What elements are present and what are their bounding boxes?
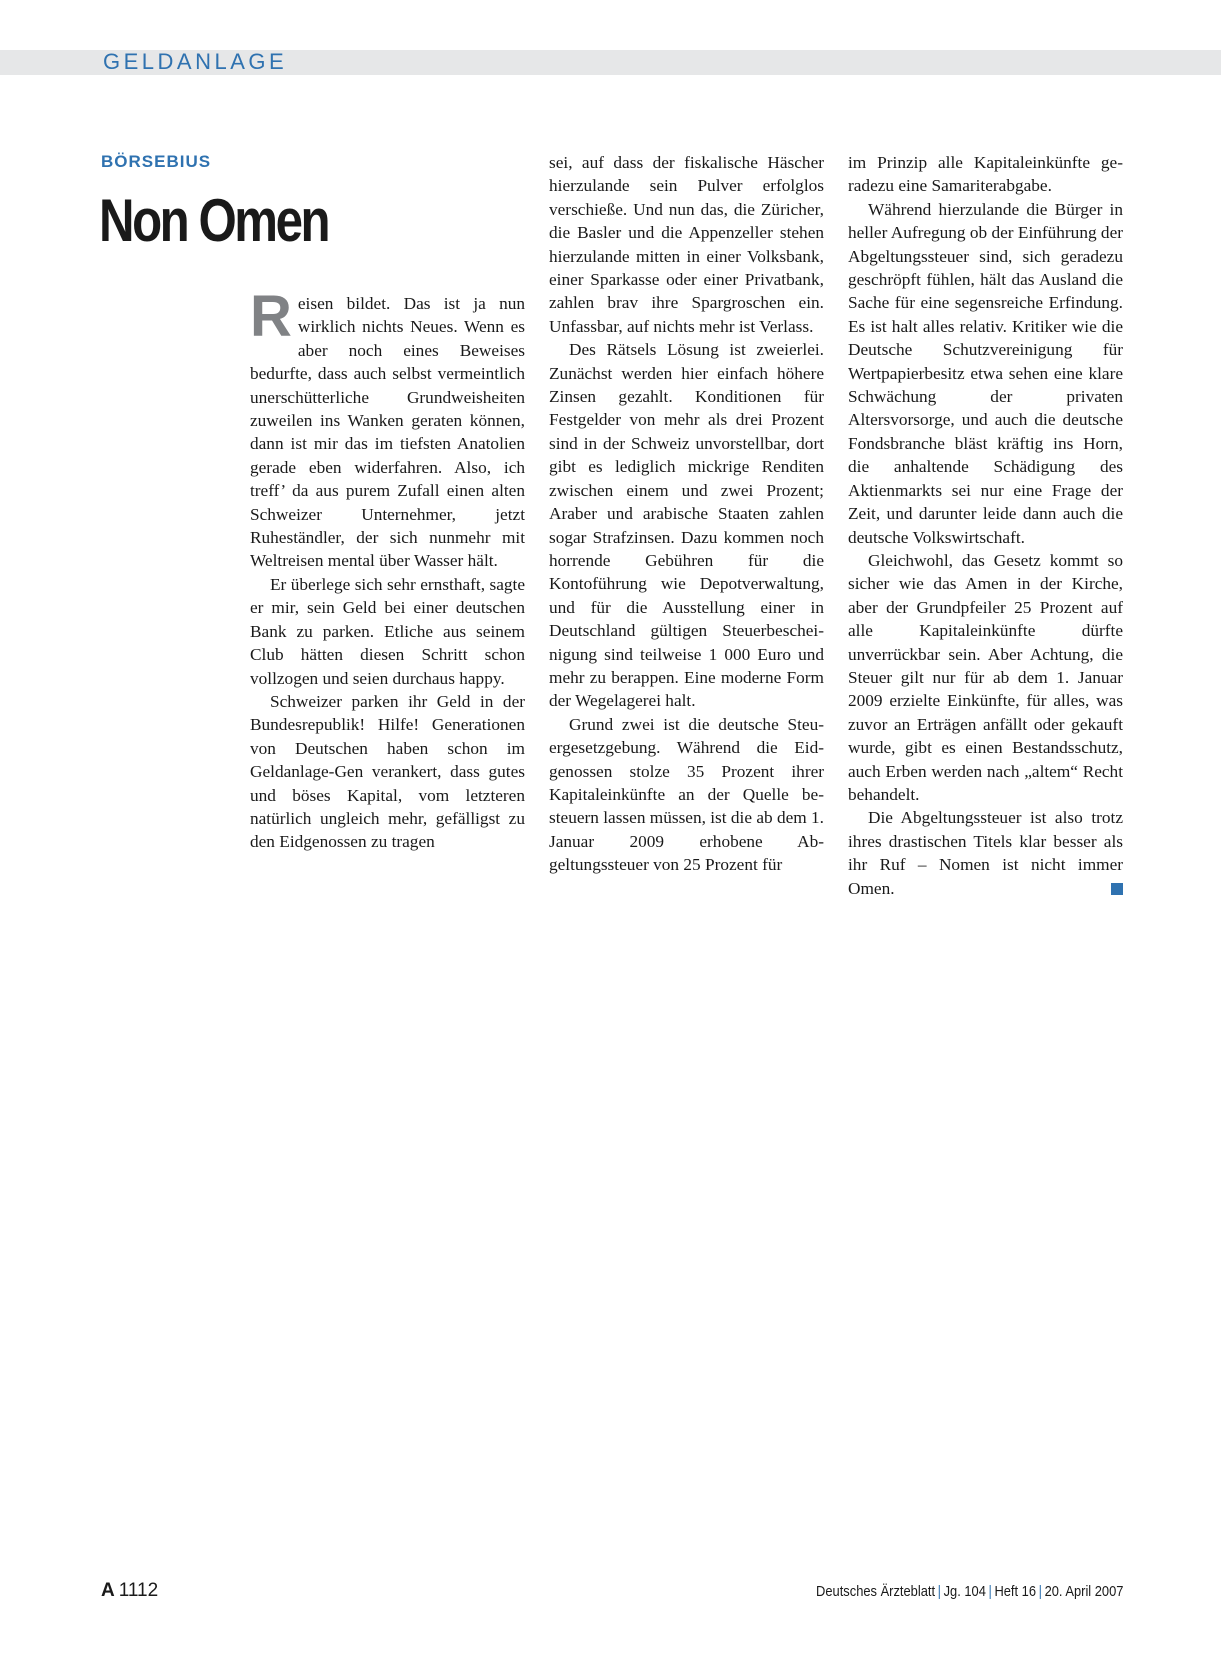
paragraph: Des Rätsels Lösung ist zweierlei. Zunächst werden hier einfach höhere Zinsen gezahlt. Konditionen für Festgelder von mehr als drei Prozent sind in der Schweiz unvorstellbar, dort gibt es lediglich mickrige Renditen zwischen einem und zwei Prozent; Araber und arabische Staaten zahlen sogar Strafzinsen. Dazu kommen noch horrende Gebühren für die Kontoführung wie Depotverwaltung, und für die Ausstellung einer in Deutschland gültigen Steuerbescheinigung sind teilweise 1 000 Euro und mehr zu berappen. Eine moderne Form der Wegelagerei halt. [549, 340, 824, 711]
paragraph: Grund zwei ist die deutsche Steuergesetzgebung. Während die Eidgenossen stolze 35 Prozent ihrer Kapitaleinkünfte an der Quelle besteuern lassen müssen, ist die ab dem 1. Januar 2009 erhobene Abgeltungssteuer von 25 Prozent für [549, 714, 825, 875]
page-number: 1112 [118, 1580, 159, 1601]
page-folio [101, 1580, 158, 1602]
article-title: Non Omen [99, 187, 329, 254]
paragraph [250, 284, 525, 573]
divider: | [988, 1583, 992, 1600]
journal-volume: Jg. 104 [943, 1583, 986, 1600]
journal-footer [816, 1583, 1123, 1600]
end-of-article-square-icon [1111, 883, 1123, 895]
article-kicker: BÖRSEBIUS [101, 152, 212, 171]
text-column-3 [848, 151, 1123, 900]
paragraph-text: eisen bildet. Das ist ja nun wirklich nichts Neues. Wenn es aber noch eines Beweises bedurfte, dass auch selbst vermeintlich unerschütterliche Grundweisheiten zuweilen ins Wanken geraten können, dann ist mir das im tiefsten Anatolien gerade eben widerfahren. Also, ich treff’ da aus purem Zufall einen alten Schweizer Unternehmer, jetzt Ruheständler, der sich nunmehr mit Weltreisen mental über Wasser hält. [250, 294, 525, 571]
text-column-2 [549, 151, 824, 877]
paragraph: Gleichwohl, das Gesetz kommt so sicher wie das Amen in der Kirche, aber der Grundpfeiler 25 Prozent auf alle Kapitaleinkünfte dürfte unverrückbar sein. Aber Achtung, die Steuer gilt nur für ab dem 1. Januar 2009 erzielte Einkünfte, für alles, was zuvor an Erträgen anfällt oder gekauft wurde, gibt es einen Bestandsschutz, auch Erben werden nach „altem“ Recht behandelt. [848, 550, 1123, 804]
folio-prefix: A [101, 1580, 115, 1601]
paragraph: sei, auf dass der fiskalische Häscher hierzulande sein Pulver erfolglos verschieße. Und nun das, die Züricher, die Basler und die Appenzeller stehen hierzulande mitten in einer Volksbank, einer Sparkasse oder einer Privatbank, zahlen brav ihre Spargroschen ein. Unfassbar, auf nichts mehr ist Verlass. [549, 153, 824, 336]
text-column-1 [250, 284, 525, 854]
journal-issue: Heft 16 [993, 1583, 1036, 1600]
paragraph: Während hierzulande die Bürger in heller Aufregung ob der Einführung der Abgeltungssteuer sind, sich geradezu geschröpft fühlen, hält das Ausland die Sache für eine segensreiche Erfindung. Es ist halt alles relativ. Kritiker wie die Deutsche Schutzvereinigung für Wertpapierbesitz etwa sehen eine klare Schwächung der privaten Altersvorsorge, und auch die deutsche Fondsbranche bläst kräftig ins Horn, die anhaltende Schädigung des Aktienmarkts sei nur eine Frage der Zeit, und darunter leide dann auch die deutsche Volkswirtschaft. [848, 199, 1123, 547]
journal-date: 20. April 2007 [1044, 1583, 1123, 1600]
divider: | [1038, 1583, 1042, 1600]
divider: | [937, 1583, 941, 1600]
journal-name: Deutsches Ärzteblatt [815, 1583, 935, 1600]
paragraph [848, 806, 1123, 900]
paragraph: im Prinzip alle Kapitaleinkünfte geradezu eine Samariterabgabe. [848, 153, 1123, 196]
section-label: GELDANLAGE [103, 49, 288, 74]
paragraph-text: Die Abgeltungssteuer ist also trotz ihres drastischen Titels klar besser als ihr Ruf – Nomen ist nicht immer Omen. [848, 808, 1123, 898]
drop-cap: R [250, 284, 292, 349]
paragraph: Schweizer parken ihr Geld in der Bundesrepublik! Hilfe! Generationen von Deutschen haben schon im Geldanlage-Gen verankert, dass gutes und böses Kapital, vom letzteren natürlich ungleich mehr, gefälligst zu den Eidgenossen zu tragen [250, 691, 525, 852]
paragraph: Er überlege sich sehr ernsthaft, sagte er mir, sein Geld bei einer deutschen Bank zu parken. Etliche aus seinem Club hätten diesen Schritt schon vollzogen und seien durchaus happy. [250, 574, 525, 688]
